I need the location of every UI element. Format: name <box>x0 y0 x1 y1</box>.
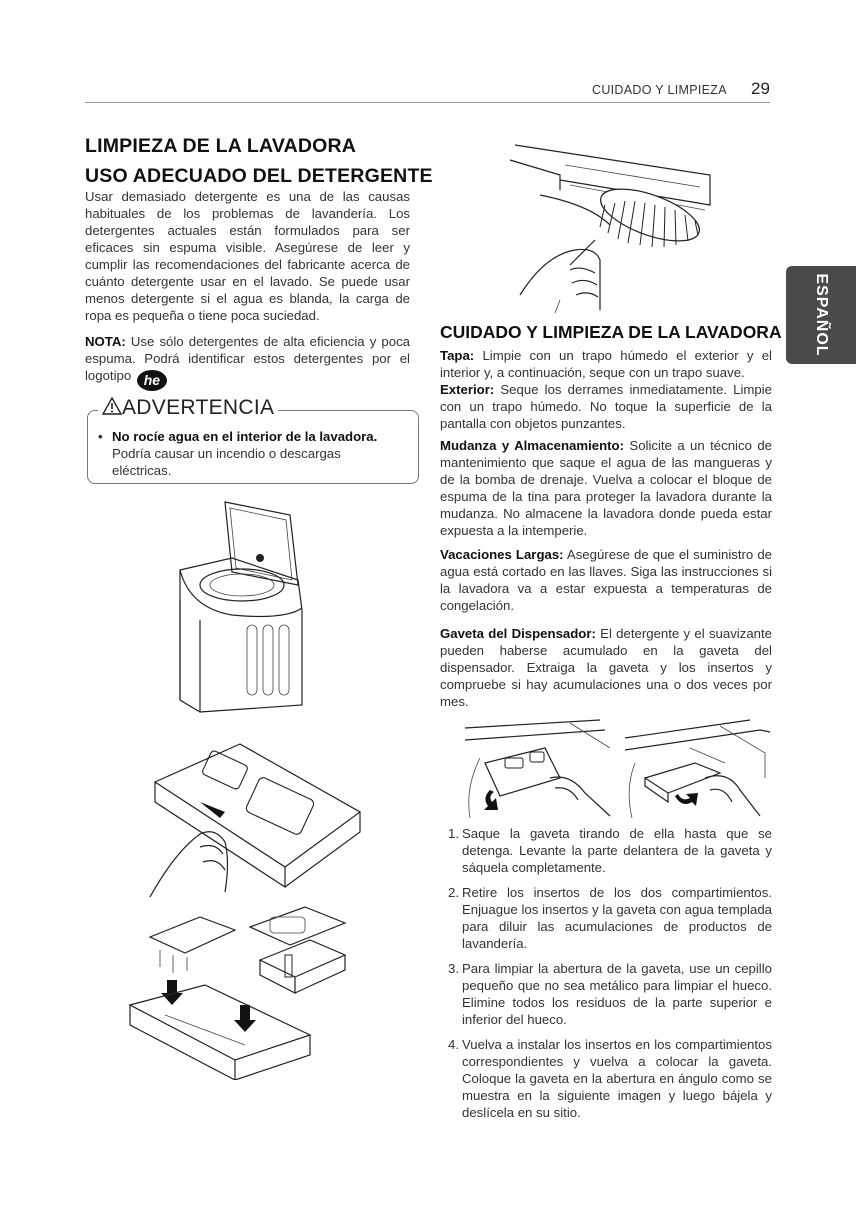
vacation-paragraph <box>440 546 772 614</box>
list-item <box>448 1036 772 1121</box>
step-number: 3. <box>448 961 459 976</box>
step-text: Saque la gaveta tirando de ella hasta que se detenga. Levante la parte delantera de la gaveta y sáquela completamente. <box>462 826 772 875</box>
care-section-title: CUIDADO Y LIMPIEZA DE LA LAVADORA <box>440 322 782 342</box>
section-title: LIMPIEZA DE LA LAVADORA <box>85 135 357 157</box>
header-divider <box>85 102 770 103</box>
detergent-subtitle: USO ADECUADO DEL DETERGENTE <box>85 165 433 187</box>
moving-label: Mudanza y Almacenamiento: <box>440 438 624 453</box>
drawer-pull-illustration-2 <box>620 718 775 818</box>
step-text: Retire los insertos de los dos compartimientos. Enjuague los insertos y la gaveta con agua templada para diluir las acumulaciones de productos de lavandería. <box>462 885 772 951</box>
cleaning-steps-list <box>448 825 772 1129</box>
step-text: Vuelva a instalar los insertos en los compartimientos correspondientes y vuelva a colocar la gaveta. Coloque la gaveta en la abertura en ángulo como se muestra en la siguiente imagen y luego bájela y deslícela en su sitio. <box>462 1037 772 1120</box>
note-paragraph <box>85 333 410 391</box>
dispenser-text: El detergente y el suavizante pueden haberse acumulado en la gaveta del dispensador. Extraiga la gaveta y los insertos y compruebe si hay acumulaciones una o dos veces por mes. <box>440 626 772 709</box>
lid-text: Limpie con un trapo húmedo el exterior y el interior y, a continuación, seque con un trapo suave. <box>440 348 772 380</box>
dispenser-drawer-paragraph <box>440 625 772 710</box>
washer-illustration <box>170 500 310 715</box>
exterior-text: Seque los derrames inmediatamente. Limpie con un trapo húmedo. No toque la superficie de la pantalla con objetos punzantes. <box>440 382 772 431</box>
detergent-intro-paragraph: Usar demasiado detergente es una de las causas habituales de los problemas de lavandería. Los detergentes actuales están formulados para ser eficaces sin espuma visible. Asegúrese de leer y cumplir las recomendaciones del fabricante acerca de cuánto detergente usar en el lavado. Se puede usar menos detergente si el agua es blanda, la carga de ropa es pequeña o tiene poca suciedad. <box>85 189 410 323</box>
list-item <box>448 825 772 876</box>
drawer-inserts-illustration <box>125 905 350 1080</box>
warning-text: Podría causar un incendio o descargas eléctricas. <box>112 446 341 478</box>
lid-exterior-paragraph <box>440 347 772 432</box>
step-number: 2. <box>448 885 459 900</box>
moving-text: Solicite a un técnico de mantenimiento que saque el agua de las mangueras y de la bomba de drenaje. Vuelva a colocar el bloque de espuma de la tina para proteger la lavadora durante la mudanza. No almacene la lavadora donde pueda estar expuesta a la intemperie. <box>440 438 772 538</box>
warning-triangle-icon <box>102 397 122 415</box>
step-text: Para limpiar la abertura de la gaveta, use un cepillo pequeño que no sea metálico para limpiar el hueco. Elimine todos los residuos de la parte superior e inferior del hueco. <box>462 961 772 1027</box>
language-tab <box>786 266 856 364</box>
drawer-pull-illustration-1 <box>460 718 615 818</box>
vacation-label: Vacaciones Largas: <box>440 547 564 562</box>
drawer-removal-illustration <box>145 742 365 902</box>
he-logo-icon: he <box>137 370 167 391</box>
page-number: 29 <box>751 79 770 98</box>
step-number: 1. <box>448 826 459 841</box>
warning-title-text: ADVERTENCIA <box>122 396 275 419</box>
warning-bold-text: No rocíe agua en el interior de la lavadora. <box>112 429 378 444</box>
note-label: NOTA: <box>85 334 126 349</box>
warning-bullet: • <box>98 429 103 444</box>
vacation-text: Asegúrese de que el suministro de agua está cortado en las llaves. Siga las instrucciones si la lavadora va a estar expuesta a temperaturas de congelación. <box>440 547 772 613</box>
warning-title <box>98 396 278 420</box>
exterior-label: Exterior: <box>440 382 495 397</box>
dispenser-label: Gaveta del Dispensador: <box>440 626 596 641</box>
lid-label: Tapa: <box>440 348 475 363</box>
running-header-section: CUIDADO Y LIMPIEZA <box>592 83 727 97</box>
step-number: 4. <box>448 1037 459 1052</box>
moving-storage-paragraph <box>440 437 772 539</box>
note-text: Use sólo detergentes de alta eficiencia y poca espuma. Podrá identificar estos detergentes por el logotipo <box>85 334 410 383</box>
list-item <box>448 884 772 952</box>
brush-cleaning-illustration <box>500 135 715 315</box>
warning-content <box>98 428 403 479</box>
list-item <box>448 960 772 1028</box>
language-tab-label: ESPAÑOL <box>813 273 830 357</box>
